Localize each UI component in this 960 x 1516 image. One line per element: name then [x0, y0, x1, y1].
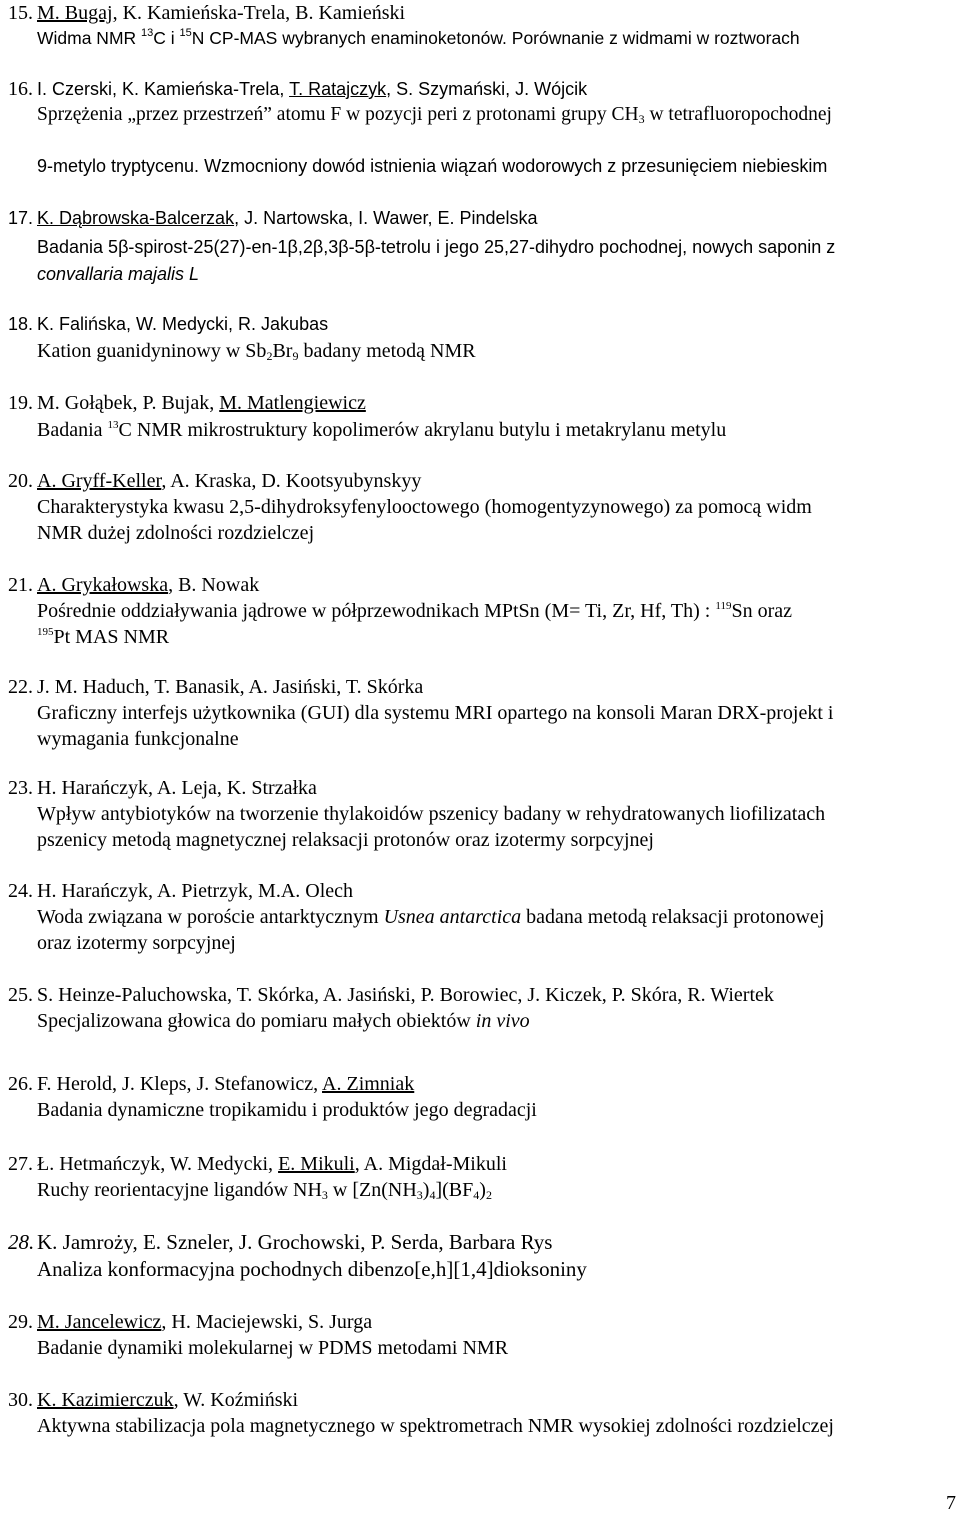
entry-authors: K. Dąbrowska-Balcerzak, J. Nartowska, I. Wawer, E. Pindelska: [37, 208, 538, 228]
entry-authors: K. Kazimierczuk, W. Koźmiński: [37, 1389, 299, 1411]
entry-title: Badania dynamiczne tropikamidu i produktów jego degradacji: [37, 1099, 537, 1121]
author-underlined: M. Jancelewicz: [37, 1311, 162, 1333]
entry-authors: K. Jamroży, E. Szneler, J. Grochowski, P. Serda, Barbara Rys: [37, 1230, 553, 1254]
entry-number: 18.: [8, 314, 34, 334]
entry-number: 20.: [8, 470, 33, 492]
entry-authors: M. Bugaj, K. Kamieńska-Trela, B. Kamieński: [37, 2, 406, 24]
entry-title-cont: NMR dużej zdolności rozdzielczej: [37, 522, 315, 544]
author-underlined: A. Gryff-Keller: [37, 470, 162, 492]
entry-number: 19.: [8, 392, 33, 414]
entry-authors: M. Jancelewicz, H. Maciejewski, S. Jurga: [37, 1311, 373, 1333]
entry-title: Aktywna stabilizacja pola magnetycznego w spektrometrach NMR wysokiej zdolności rozdzielczej: [37, 1415, 834, 1437]
entry-title: Ruchy reorientacyjne ligandów $NH_3$ w $[Zn(NH_3)_4](BF_4)_2$: [37, 1179, 492, 1202]
author-underlined: A. Grykałowska: [37, 574, 169, 596]
entry-number: 17.: [8, 208, 34, 228]
entry-title-cont: 9-metylo tryptycenu. Wzmocniony dowód istnienia wiązań wodorowych z przesunięciem niebieskim: [37, 156, 828, 176]
entry-title: Analiza konformacyjna pochodnych dibenzo[e,h][1,4]dioksoniny: [37, 1257, 587, 1281]
entry-number: 21.: [8, 574, 33, 596]
entry-authors: A. Gryff-Keller, A. Kraska, D. Kootsyubynskyy: [37, 470, 422, 492]
entry-number: 29.: [8, 1311, 33, 1333]
author-underlined: K. Kazimierczuk: [37, 1389, 174, 1411]
entry-number: 16.: [8, 78, 33, 100]
author-underlined: A. Zimniak: [322, 1073, 415, 1095]
entry-authors: S. Heinze-Paluchowska, T. Skórka, A. Jasiński, P. Borowiec, J. Kiczek, P. Skóra, R. Wiertek: [37, 984, 774, 1006]
entry-authors: F. Herold, J. Kleps, J. Stefanowicz, A. Zimniak: [37, 1073, 415, 1095]
author-underlined: E. Mikuli: [278, 1153, 355, 1175]
author-underlined: M. Matlengiewicz: [219, 392, 366, 414]
author-underlined: T. Ratajczyk: [289, 79, 387, 99]
entry-authors: I. Czerski, K. Kamieńska-Trela, T. Ratajczyk, S. Szymański, J. Wójcik: [37, 79, 588, 99]
entry-authors: H. Harańczyk, A. Leja, K. Strzałka: [37, 777, 317, 799]
entry-authors: J. M. Haduch, T. Banasik, A. Jasiński, T. Skórka: [37, 676, 424, 698]
entry-title-cont: pszenicy metodą magnetycznej relaksacji protonów oraz izotermy sorpcyjnej: [37, 829, 654, 851]
entry-number: 24.: [8, 880, 33, 902]
entry-title-cont: convallaria majalis L: [37, 264, 200, 284]
entry-number: 26.: [8, 1073, 33, 1095]
entry-title: Badania $^{13}$C NMR mikrostruktury kopolimerów akrylanu butylu i metakrylanu metylu: [37, 419, 727, 441]
entry-number: 28.: [8, 1230, 35, 1254]
entry-title: Kation guanidyninowy w $Sb_2Br_9$ badany metodą NMR: [37, 340, 476, 363]
entry-title: Charakterystyka kwasu 2,5-dihydroksyfenylooctowego (homogentyzynowego) za pomocą widm: [37, 496, 812, 518]
entry-title: Specjalizowana głowica do pomiaru małych obiektów in vivo: [37, 1010, 530, 1032]
entry-authors: H. Harańczyk, A. Pietrzyk, M.A. Olech: [37, 880, 354, 902]
entry-number: 23.: [8, 777, 33, 799]
entry-authors: M. Gołąbek, P. Bujak, M. Matlengiewicz: [37, 392, 366, 414]
entry-number: 25.: [8, 984, 33, 1006]
entry-title: Widma NMR $^{13}$C i $^{15}$N CP-MAS wybranych enaminoketonów. Porównanie z widmami w roztworach: [37, 27, 800, 48]
author-underlined: M. Bugaj: [37, 2, 113, 24]
entry-authors: Ł. Hetmańczyk, W. Medycki, E. Mikuli, A. Migdał-Mikuli: [37, 1153, 507, 1175]
entry-number: 22.: [8, 676, 33, 698]
entry-title: Badanie dynamiki molekularnej w PDMS metodami NMR: [37, 1337, 509, 1359]
entry-title-cont: $^{195}$Pt MAS NMR: [37, 626, 170, 648]
page-number: 7: [946, 1492, 956, 1514]
entry-authors: K. Falińska, W. Medycki, R. Jakubas: [37, 314, 329, 334]
entry-number: 15.: [8, 2, 33, 24]
entry-title: Badania 5β-spirost-25(27)-en-1β,2β,3β-5β-tetrolu i jego 25,27-dihydro pochodnej, nowych saponin z: [37, 237, 836, 257]
entry-title-cont: oraz izotermy sorpcyjnej: [37, 932, 236, 954]
entry-title: Graficzny interfejs użytkownika (GUI) dla systemu MRI opartego na konsoli Maran DRX-projekt i: [37, 702, 834, 724]
entry-title: Wpływ antybiotyków na tworzenie thylakoidów pszenicy badany w rehydratowanych liofilizatach: [37, 803, 826, 825]
entry-title: Woda związana w poroście antarktycznym Usnea antarctica badana metodą relaksacji protonowej: [37, 906, 825, 928]
entry-number: 30.: [8, 1389, 33, 1411]
author-underlined: K. Dąbrowska-Balcerzak: [37, 208, 235, 228]
entry-authors: A. Grykałowska, B. Nowak: [37, 574, 260, 596]
entry-number: 27.: [8, 1153, 33, 1175]
entry-title: Pośrednie oddziaływania jądrowe w półprzewodnikach MPtSn (M= Ti, Zr, Hf, Th) : $^{119}$Sn oraz: [37, 600, 792, 622]
entry-title: Sprzężenia „przez przestrzeń” atomu F w pozycji peri z protonami grupy $CH_3$ w tetrafluoropochodnej: [37, 104, 832, 126]
entry-title-cont: wymagania funkcjonalne: [37, 728, 239, 750]
